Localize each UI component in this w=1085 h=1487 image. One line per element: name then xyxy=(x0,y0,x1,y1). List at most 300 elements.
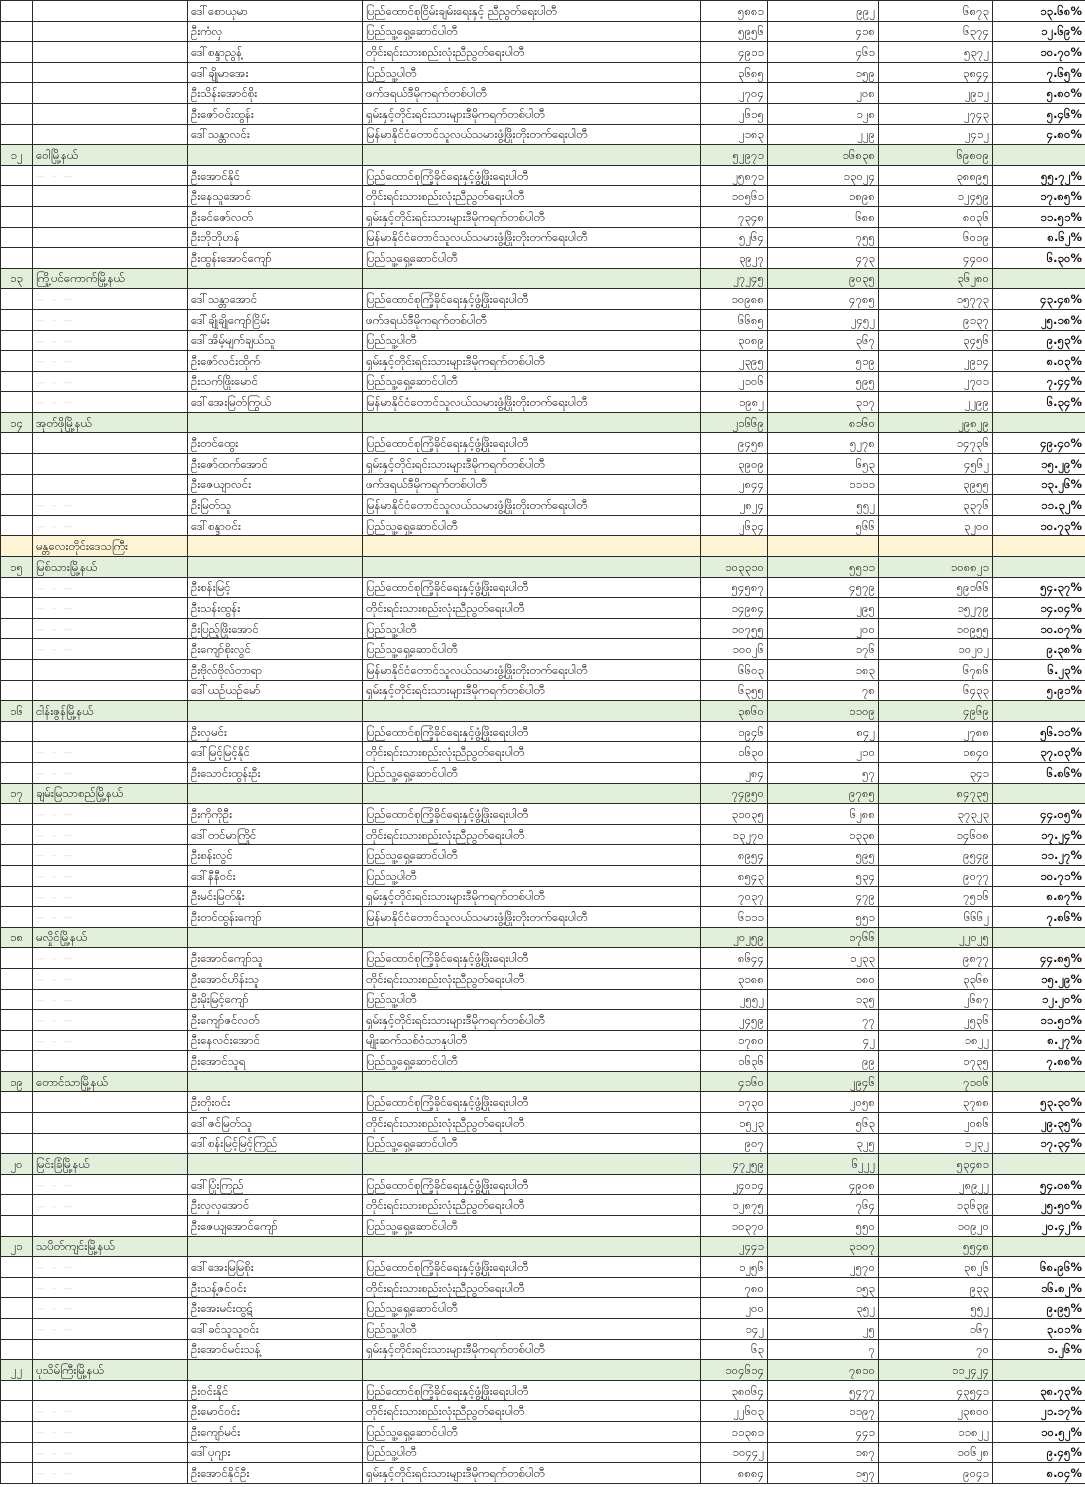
cell-vote-percentage: ၁၀.၀၇% xyxy=(993,618,1085,639)
cell-votes-2: ၅၅၁၁ xyxy=(768,557,879,578)
cell-candidate-name: ဒေါ်ချိုမာအေး xyxy=(188,62,363,83)
redaction-mark: — – — xyxy=(36,1180,75,1191)
cell-township-name xyxy=(33,865,188,886)
cell-vote-percentage: ၁၀.၇၁% xyxy=(993,865,1085,886)
cell-votes-1: ၉၀၇ xyxy=(701,1133,768,1154)
cell-candidate-name: ဦးမင်းမြတ်နိုး xyxy=(188,886,363,907)
cell-votes-1: ၁၆၃၀ xyxy=(701,742,768,763)
cell-votes-1: ၂၁၈၃ xyxy=(701,124,768,145)
cell-serial-number: ၁၉ xyxy=(1,1071,33,1092)
cell-candidate-name: ဦးခင်ဇော်လတ် xyxy=(188,206,363,227)
cell-serial-number xyxy=(1,1298,33,1319)
cell-vote-percentage: ၅.၈၀% xyxy=(993,83,1085,104)
cell-vote-percentage: ၅၆.၁၁% xyxy=(993,721,1085,742)
cell-votes-1: ၆၃ xyxy=(701,1339,768,1360)
cell-vote-percentage: ၉.၅၃% xyxy=(993,330,1085,351)
redaction-mark: — – — xyxy=(36,1283,75,1294)
cell-party-name: ပြည်ထောင်စုကြံ့ခိုင်ရေးနှင့်ဖွံ့ဖြိုးရေးပါတီ xyxy=(363,1257,701,1278)
cell-votes-1: ၂၀၀ xyxy=(701,1298,768,1319)
cell-serial-number: ၂၂ xyxy=(1,1360,33,1381)
cell-serial-number xyxy=(1,62,33,83)
cell-party-name: ပြည်ထောင်စုကြံ့ခိုင်ရေးနှင့်ဖွံ့ဖြိုးရေးပါတီ xyxy=(363,289,701,310)
candidate-result-row xyxy=(1,968,1085,989)
cell-serial-number xyxy=(1,762,33,783)
candidate-result-row xyxy=(1,309,1085,330)
candidate-result-row xyxy=(1,824,1085,845)
redaction-mark: — – — xyxy=(36,1448,75,1459)
cell-serial-number xyxy=(1,1463,33,1484)
cell-serial-number: ၁၈ xyxy=(1,927,33,948)
cell-candidate-name: ဒေါ်အိမ့်မျက်ချယ်သူ xyxy=(188,330,363,351)
cell-candidate-name: ဦးသက်ဖြိုးမောင် xyxy=(188,371,363,392)
cell-vote-percentage: ၁၀.၇၀% xyxy=(993,42,1085,63)
cell-votes-2: ၂၅ xyxy=(768,1319,879,1340)
cell-township-name xyxy=(33,721,188,742)
cell-serial-number xyxy=(1,248,33,269)
cell-serial-number xyxy=(1,309,33,330)
candidate-result-row xyxy=(1,392,1085,413)
cell-votes-1: ၇၃၄၈ xyxy=(701,206,768,227)
candidate-result-row xyxy=(1,1277,1085,1298)
cell-candidate-name: ဦးဘိုဘိုဟန် xyxy=(188,227,363,248)
cell-vote-percentage: ၂၅.၁၈% xyxy=(993,309,1085,330)
candidate-result-row xyxy=(1,1463,1085,1484)
cell-serial-number xyxy=(1,1174,33,1195)
cell-votes-2: ၂၉၄၆ xyxy=(768,1071,879,1092)
cell-vote-percentage: ၁၁.၅၁% xyxy=(993,206,1085,227)
cell-serial-number xyxy=(1,618,33,639)
cell-votes-total: ၂၈၉၂၂ xyxy=(879,1174,993,1195)
cell-serial-number xyxy=(1,474,33,495)
candidate-result-row xyxy=(1,83,1085,104)
cell-serial-number xyxy=(1,392,33,413)
cell-township-name xyxy=(33,618,188,639)
township-total-row xyxy=(1,927,1085,948)
cell-party-name: ပြည်ထောင်စုကြံ့ခိုင်ရေးနှင့်ဖွံ့ဖြိုးရေးပါတီ xyxy=(363,577,701,598)
redaction-mark: — – — xyxy=(36,913,75,924)
cell-votes-2: ၇၇ xyxy=(768,1010,879,1031)
redaction-mark: — – — xyxy=(36,892,75,903)
cell-serial-number xyxy=(1,968,33,989)
cell-votes-total: ၃၈၄၄ xyxy=(879,62,993,83)
cell-party-name: ပြည်သူ့ရှေ့ဆောင်ပါတီ xyxy=(363,371,701,392)
candidate-result-row xyxy=(1,1051,1085,1072)
cell-candidate-name: ဦးလှမင်း xyxy=(188,721,363,742)
cell-votes-total: ၄၅၆၂ xyxy=(879,454,993,475)
cell-candidate-name: ဦးစန်းလွင် xyxy=(188,845,363,866)
cell-votes-1: ၃၆၈၅ xyxy=(701,62,768,83)
cell-township-name: ဝေါမြို့နယ် xyxy=(33,145,188,166)
cell-votes-2: ၅၄၇၇ xyxy=(768,1380,879,1401)
cell-votes-total: ၁၃၆၃၉ xyxy=(879,1195,993,1216)
cell-votes-2: ၃၁၇ xyxy=(768,392,879,413)
cell-serial-number xyxy=(1,660,33,681)
cell-township-name xyxy=(33,1421,188,1442)
cell-serial-number xyxy=(1,495,33,516)
cell-votes-total: ၃၆၂၈၀ xyxy=(879,268,993,289)
cell-party-name: တိုင်းရင်းသားစည်းလုံးညီညွတ်ရေးပါတီ xyxy=(363,1277,701,1298)
cell-votes-1: ၇၈၀ xyxy=(701,1277,768,1298)
cell-township-name xyxy=(33,1319,188,1340)
cell-township-name xyxy=(33,351,188,372)
cell-votes-total: ၈၀၃၆ xyxy=(879,206,993,227)
cell-votes-1: ၅၉၅၆ xyxy=(701,21,768,42)
candidate-result-row xyxy=(1,515,1085,536)
cell-votes-1: ၂၆၃၄ xyxy=(701,515,768,536)
cell-candidate-name: ဦးမောင်ဝင်း xyxy=(188,1401,363,1422)
cell-serial-number xyxy=(1,1319,33,1340)
cell-candidate-name xyxy=(188,557,363,578)
cell-party-name: တိုင်းရင်းသားစည်းလုံးညီညွတ်ရေးပါတီ xyxy=(363,186,701,207)
cell-votes-2: ၁၁၉၇ xyxy=(768,1401,879,1422)
cell-vote-percentage: ၆၈.၉၆% xyxy=(993,1257,1085,1278)
candidate-result-row xyxy=(1,186,1085,207)
cell-vote-percentage: ၇.၈၈% xyxy=(993,1051,1085,1072)
cell-vote-percentage: ၁၅.၂၉% xyxy=(993,968,1085,989)
cell-township-name xyxy=(33,824,188,845)
cell-votes-2: ၂၂၉ xyxy=(768,124,879,145)
cell-votes-2: ၅၃၄ xyxy=(768,865,879,886)
cell-serial-number xyxy=(1,598,33,619)
cell-votes-2: ၂၅၇၀ xyxy=(768,1257,879,1278)
cell-serial-number: ၁၂ xyxy=(1,145,33,166)
cell-votes-total: ၂၇၀၁ xyxy=(879,371,993,392)
cell-votes-total: ၆၃၇၄ xyxy=(879,21,993,42)
cell-candidate-name xyxy=(188,145,363,166)
cell-township-name: ငါန်းဇွန်မြို့နယ် xyxy=(33,701,188,722)
cell-votes-2: ၃၁၀၇ xyxy=(768,1236,879,1257)
candidate-result-row xyxy=(1,1421,1085,1442)
cell-votes-2: ၁၆၈၃၈ xyxy=(768,145,879,166)
cell-vote-percentage: ၄၉.၄၀% xyxy=(993,433,1085,454)
candidate-result-row xyxy=(1,1,1085,22)
cell-vote-percentage: ၁၀.၇၃% xyxy=(993,515,1085,536)
cell-township-name xyxy=(33,1133,188,1154)
cell-serial-number: ၁၆ xyxy=(1,701,33,722)
cell-party-name: ပြည်ထောင်စုကြံ့ခိုင်ရေးနှင့်ဖွံ့ဖြိုးရေးပါတီ xyxy=(363,1092,701,1113)
cell-candidate-name: ဦးသန်းထွန်း xyxy=(188,598,363,619)
township-total-row xyxy=(1,412,1085,433)
cell-votes-2: ၄၇၈၅ xyxy=(768,289,879,310)
cell-vote-percentage: ၇.၄၄% xyxy=(993,371,1085,392)
cell-township-name xyxy=(33,1442,188,1463)
candidate-result-row xyxy=(1,433,1085,454)
cell-vote-percentage: ၂၅.၅၀% xyxy=(993,1195,1085,1216)
cell-votes-total: ၃၇၈၈ xyxy=(879,1092,993,1113)
candidate-result-row xyxy=(1,618,1085,639)
cell-votes-1: ၂၈၂၄ xyxy=(701,495,768,516)
cell-party-name: တိုင်းရင်းသားစည်းလုံးညီညွတ်ရေးပါတီ xyxy=(363,42,701,63)
cell-votes-total: ၂၉၁၂ xyxy=(879,83,993,104)
cell-votes-total: ၃၄၅၆ xyxy=(879,330,993,351)
candidate-result-row xyxy=(1,454,1085,475)
cell-vote-percentage xyxy=(993,412,1085,433)
cell-party-name: ရှမ်းနှင့်တိုင်းရင်းသားများဒီမိုကရက်တစ်ပါတီ xyxy=(363,206,701,227)
cell-township-name xyxy=(33,42,188,63)
cell-votes-1: ၈၅၄၃ xyxy=(701,865,768,886)
candidate-result-row xyxy=(1,598,1085,619)
cell-votes-total: ၆၉၈၀၉ xyxy=(879,145,993,166)
cell-vote-percentage: ၉.၃၈% xyxy=(993,639,1085,660)
cell-votes-1: ၁၉၄၆ xyxy=(701,721,768,742)
cell-votes-total: ၃၉၅၅ xyxy=(879,474,993,495)
cell-township-name xyxy=(33,680,188,701)
cell-votes-2: ၅၆၆ xyxy=(768,515,879,536)
cell-candidate-name: ဦးနေသူအောင် xyxy=(188,186,363,207)
cell-township-name: မန္တလေးတိုင်းဒေသကြီး xyxy=(33,536,188,557)
cell-votes-total: ၃၃၆၈ xyxy=(879,968,993,989)
cell-vote-percentage: ၈.၈၇% xyxy=(993,886,1085,907)
redaction-mark: — – — xyxy=(36,769,75,780)
cell-township-name xyxy=(33,1277,188,1298)
cell-party-name: မြန်မာနိုင်ငံတောင်သူလယ်သမားဖွံ့ဖြိုးတိုးတက်ရေးပါတီ xyxy=(363,907,701,928)
cell-candidate-name: ဦးကျော်စိုးလွင် xyxy=(188,639,363,660)
cell-votes-2: ၈၄၂ xyxy=(768,721,879,742)
redaction-mark: — – — xyxy=(36,954,75,965)
cell-votes-2: ၂၀၈ xyxy=(768,83,879,104)
redaction-mark: — – — xyxy=(36,810,75,821)
cell-serial-number xyxy=(1,1051,33,1072)
cell-votes-1: ၁၀၄၆၁၄ xyxy=(701,1360,768,1381)
cell-votes-total: ၅၅၄၈ xyxy=(879,1236,993,1257)
candidate-result-row xyxy=(1,1092,1085,1113)
cell-serial-number xyxy=(1,1277,33,1298)
redaction-mark: — – — xyxy=(36,295,75,306)
candidate-result-row xyxy=(1,1401,1085,1422)
cell-candidate-name: ဦးဇေယျအောင်ကျော် xyxy=(188,1216,363,1237)
cell-township-name xyxy=(33,762,188,783)
cell-votes-total xyxy=(879,536,993,557)
redaction-mark: — – — xyxy=(36,171,75,182)
cell-candidate-name: ဦးဇေယျာလင်း xyxy=(188,474,363,495)
cell-votes-total: ၅၉၁၆၆ xyxy=(879,577,993,598)
cell-party-name: မြန်မာနိုင်ငံတောင်သူလယ်သမားဖွံ့ဖြိုးတိုးတက်ရေးပါတီ xyxy=(363,124,701,145)
cell-votes-2: ၅၅၁ xyxy=(768,907,879,928)
cell-vote-percentage: ၉.၄၅% xyxy=(993,1442,1085,1463)
cell-votes-total: ၁၄၆၀၈ xyxy=(879,824,993,845)
cell-candidate-name: ဒေါ်စန်းမြင့်မြင့်ကြည် xyxy=(188,1133,363,1154)
cell-serial-number xyxy=(1,186,33,207)
cell-votes-2: ၁၇၆ xyxy=(768,639,879,660)
cell-vote-percentage: ၁၂.၂၀% xyxy=(993,989,1085,1010)
cell-votes-2: ၁၅၇ xyxy=(768,1463,879,1484)
candidate-result-row xyxy=(1,21,1085,42)
cell-votes-total: ၂၄၁၂ xyxy=(879,124,993,145)
cell-township-name xyxy=(33,1030,188,1051)
cell-township-name: အုတ်ဖိုမြို့နယ် xyxy=(33,412,188,433)
cell-serial-number xyxy=(1,1030,33,1051)
cell-vote-percentage xyxy=(993,145,1085,166)
cell-vote-percentage: ၆.၃၀% xyxy=(993,248,1085,269)
cell-vote-percentage: ၂၁.၁၇% xyxy=(993,1401,1085,1422)
cell-votes-total: ၁၁၈၂၂ xyxy=(879,1421,993,1442)
cell-serial-number xyxy=(1,948,33,969)
redaction-mark: — – — xyxy=(36,357,75,368)
cell-township-name xyxy=(33,124,188,145)
township-total-row xyxy=(1,701,1085,722)
cell-votes-total: ၁၀၉၅၅ xyxy=(879,618,993,639)
cell-party-name: ရှမ်းနှင့်တိုင်းရင်းသားများဒီမိုကရက်တစ်ပါတီ xyxy=(363,351,701,372)
cell-township-name: သပိတ်ကျင်းမြို့နယ် xyxy=(33,1236,188,1257)
cell-serial-number xyxy=(1,1257,33,1278)
candidate-result-row xyxy=(1,1195,1085,1216)
cell-votes-2: ၉၀၃၅ xyxy=(768,268,879,289)
cell-party-name xyxy=(363,1071,701,1092)
cell-township-name xyxy=(33,804,188,825)
cell-vote-percentage xyxy=(993,783,1085,804)
cell-votes-1: ၂၇၂၄၅ xyxy=(701,268,768,289)
cell-serial-number xyxy=(1,989,33,1010)
cell-serial-number xyxy=(1,865,33,886)
cell-vote-percentage: ၁၃.၆၈% xyxy=(993,1,1085,22)
redaction-mark: — – — xyxy=(36,1407,75,1418)
cell-votes-2: ၄၇၉ xyxy=(768,886,879,907)
cell-candidate-name: ဒေါ်အေးမြမြစိုး xyxy=(188,1257,363,1278)
cell-serial-number xyxy=(1,165,33,186)
cell-vote-percentage: ၁၇.၃၄% xyxy=(993,1133,1085,1154)
cell-votes-total: ၉၅၄၉ xyxy=(879,845,993,866)
redaction-mark: — – — xyxy=(36,583,75,594)
township-total-row xyxy=(1,1236,1085,1257)
cell-votes-2: ၁၂၈ xyxy=(768,103,879,124)
cell-candidate-name: ဦးဗိုလ်ဗိုလ်တာရာ xyxy=(188,660,363,681)
cell-serial-number xyxy=(1,227,33,248)
cell-votes-1: ၁၄၂ xyxy=(701,1319,768,1340)
cell-votes-2: ၅၉၅ xyxy=(768,845,879,866)
cell-votes-1: ၅၄၅၈၇ xyxy=(701,577,768,598)
cell-vote-percentage xyxy=(993,268,1085,289)
cell-candidate-name xyxy=(188,1236,363,1257)
cell-serial-number xyxy=(1,1380,33,1401)
cell-votes-total: ၅၃၄၈၁ xyxy=(879,1154,993,1175)
candidate-result-row xyxy=(1,1133,1085,1154)
candidate-result-row xyxy=(1,371,1085,392)
results-table-body xyxy=(1,1,1085,1484)
candidate-result-row xyxy=(1,1216,1085,1237)
cell-votes-1: ၈၈၈၄ xyxy=(701,1463,768,1484)
cell-serial-number xyxy=(1,886,33,907)
candidate-result-row xyxy=(1,1442,1085,1463)
cell-serial-number xyxy=(1,1133,33,1154)
cell-votes-total: ၂၂၉၉ xyxy=(879,392,993,413)
cell-votes-total: ၁၀၈၈၂၁ xyxy=(879,557,993,578)
cell-votes-1: ၅၂၆၄ xyxy=(701,227,768,248)
cell-votes-2: ၁၈၀ xyxy=(768,968,879,989)
cell-serial-number: ၁၄ xyxy=(1,412,33,433)
cell-votes-1: ၈၉၅၄ xyxy=(701,845,768,866)
candidate-result-row xyxy=(1,577,1085,598)
cell-votes-1: ၁၉၈၂ xyxy=(701,392,768,413)
cell-candidate-name: ဒေါ်သန္တာအောင် xyxy=(188,289,363,310)
cell-votes-2: ၁၁၀၉ xyxy=(768,701,879,722)
cell-votes-2: ၁၈၃ xyxy=(768,660,879,681)
redaction-mark: — – — xyxy=(36,521,75,532)
candidate-result-row xyxy=(1,865,1085,886)
candidate-result-row xyxy=(1,1174,1085,1195)
cell-vote-percentage: ၃၇.၀၃% xyxy=(993,742,1085,763)
cell-votes-total: ၂၉၈၂၉ xyxy=(879,412,993,433)
cell-party-name: ပြည်သူ့ရှေ့ဆောင်ပါတီ xyxy=(363,1298,701,1319)
cell-vote-percentage: ၃၈.၇၃% xyxy=(993,1380,1085,1401)
cell-candidate-name: ဦးဝင်းနိုင် xyxy=(188,1380,363,1401)
cell-vote-percentage: ၆.၈၆% xyxy=(993,762,1085,783)
cell-candidate-name: ဦးသောင်းထွန်းဦး xyxy=(188,762,363,783)
cell-party-name: ပြည်ထောင်စုကြံ့ခိုင်ရေးနှင့်ဖွံ့ဖြိုးရေးပါတီ xyxy=(363,433,701,454)
candidate-result-row xyxy=(1,886,1085,907)
redaction-mark: — – — xyxy=(36,645,75,656)
cell-party-name: တိုင်းရင်းသားစည်းလုံးညီညွတ်ရေးပါတီ xyxy=(363,1401,701,1422)
cell-votes-1: ၇၀၃၇ xyxy=(701,886,768,907)
cell-votes-2: ၅၉၅ xyxy=(768,371,879,392)
cell-party-name: မြန်မာနိုင်ငံတောင်သူလယ်သမားဖွံ့ဖြိုးတိုးတက်ရေးပါတီ xyxy=(363,392,701,413)
cell-votes-1: ၃၀၈၉ xyxy=(701,330,768,351)
cell-votes-total: ၁၁၂၄၂၄ xyxy=(879,1360,993,1381)
cell-votes-2: ၂၉၅ xyxy=(768,598,879,619)
cell-candidate-name: ဦးကံလှ xyxy=(188,21,363,42)
cell-township-name: တောင်သာမြို့နယ် xyxy=(33,1071,188,1092)
cell-candidate-name: ဒေါ်ပြုံးကြည် xyxy=(188,1174,363,1195)
cell-township-name xyxy=(33,639,188,660)
cell-votes-2: ၁၈၇ xyxy=(768,1442,879,1463)
cell-votes-1: ၁၁၃၈၁ xyxy=(701,1421,768,1442)
cell-township-name xyxy=(33,206,188,227)
cell-township-name xyxy=(33,968,188,989)
cell-vote-percentage: ၇.၈၆% xyxy=(993,907,1085,928)
cell-votes-1: ၅၂၉၇၁ xyxy=(701,145,768,166)
candidate-result-row xyxy=(1,742,1085,763)
cell-votes-total: ၁၂၃၂ xyxy=(879,1133,993,1154)
cell-serial-number xyxy=(1,845,33,866)
candidate-result-row xyxy=(1,165,1085,186)
cell-votes-2: ၇၅၅ xyxy=(768,227,879,248)
cell-votes-total: ၁၈၂၂ xyxy=(879,1030,993,1051)
cell-votes-2: ၂၀၅၈ xyxy=(768,1092,879,1113)
cell-votes-1: ၆၃၅၅ xyxy=(701,680,768,701)
cell-candidate-name xyxy=(188,783,363,804)
candidate-result-row xyxy=(1,907,1085,928)
cell-votes-2: ၂၄၅၂ xyxy=(768,309,879,330)
cell-candidate-name: ဦးဇော်ထက်အောင် xyxy=(188,454,363,475)
cell-candidate-name: ဦးအောင်ကျော်သူ xyxy=(188,948,363,969)
cell-serial-number: ၁၃ xyxy=(1,268,33,289)
cell-party-name xyxy=(363,783,701,804)
cell-township-name: ကြို့ပင်ကောက်မြို့နယ် xyxy=(33,268,188,289)
cell-candidate-name: ဦးအောင်မင်းသန့် xyxy=(188,1339,363,1360)
candidate-result-row xyxy=(1,845,1085,866)
cell-votes-total: ၁၆၇ xyxy=(879,1319,993,1340)
cell-township-name xyxy=(33,1216,188,1237)
cell-votes-1: ၇၄၉၅၀ xyxy=(701,783,768,804)
cell-serial-number: ၂၁ xyxy=(1,1236,33,1257)
cell-vote-percentage: ၅၄.၃၇% xyxy=(993,577,1085,598)
cell-votes-1: ၁၀၀၂၆ xyxy=(701,639,768,660)
cell-township-name xyxy=(33,1113,188,1134)
candidate-result-row xyxy=(1,948,1085,969)
cell-party-name: ပြည်ထောင်စုကြံ့ခိုင်ရေးနှင့်ဖွံ့ဖြိုးရေးပါတီ xyxy=(363,1380,701,1401)
cell-votes-total: ၇၁၀၆ xyxy=(879,1071,993,1092)
redaction-mark: — – — xyxy=(36,1263,75,1274)
cell-township-name xyxy=(33,989,188,1010)
cell-serial-number xyxy=(1,1,33,22)
cell-candidate-name xyxy=(188,701,363,722)
cell-vote-percentage: ၉.၉၅% xyxy=(993,1298,1085,1319)
candidate-result-row xyxy=(1,289,1085,310)
cell-votes-total: ၃၃၇၆ xyxy=(879,495,993,516)
cell-township-name xyxy=(33,248,188,269)
cell-votes-total: ၆၆၆၂ xyxy=(879,907,993,928)
cell-township-name xyxy=(33,103,188,124)
cell-votes-2: ၉၉၂ xyxy=(768,1,879,22)
